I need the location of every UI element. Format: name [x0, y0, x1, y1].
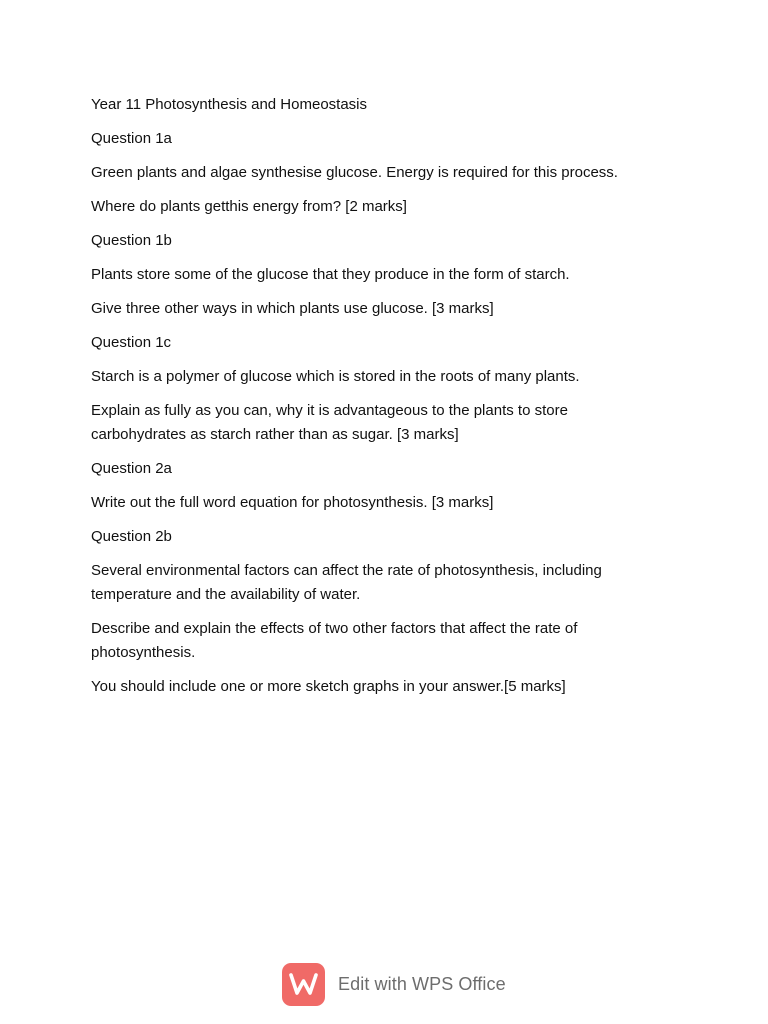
wps-edit-banner[interactable] [282, 962, 506, 1006]
question-text: Several environmental factors can affect the rate of photosynthesis, including temperature and the availability of water. [91, 562, 607, 603]
question-text: Explain as fully as you can, why it is advantageous to the plants to store carbohydrates as starch rather than as sugar. [3 marks] [91, 402, 573, 443]
wps-w-glyph-icon [288, 971, 319, 997]
question-text: Plants store some of the glucose that they produce in the form of starch. [91, 266, 570, 283]
question-text: You should include one or more sketch graphs in your answer.[5 marks] [91, 678, 566, 695]
question-heading: Question 2b [91, 528, 172, 545]
document-body [91, 93, 651, 709]
document-title: Year 11 Photosynthesis and Homeostasis [91, 96, 367, 113]
question-text: Starch is a polymer of glucose which is stored in the roots of many plants. [91, 368, 580, 385]
wps-office-logo-icon [282, 963, 325, 1006]
question-text: Give three other ways in which plants use glucose. [3 marks] [91, 300, 494, 317]
question-heading: Question 2a [91, 460, 172, 477]
wps-edit-label: Edit with WPS Office [338, 973, 506, 994]
question-heading: Question 1b [91, 232, 172, 249]
question-text: Green plants and algae synthesise glucose. Energy is required for this process. [91, 164, 618, 181]
question-text: Describe and explain the effects of two other factors that affect the rate of photosynthesis. [91, 620, 582, 661]
question-heading: Question 1c [91, 334, 172, 351]
question-heading: Question 1a [91, 130, 172, 147]
question-text: Where do plants getthis energy from? [2 marks] [91, 198, 407, 215]
question-text: Write out the full word equation for photosynthesis. [3 marks] [91, 494, 494, 511]
